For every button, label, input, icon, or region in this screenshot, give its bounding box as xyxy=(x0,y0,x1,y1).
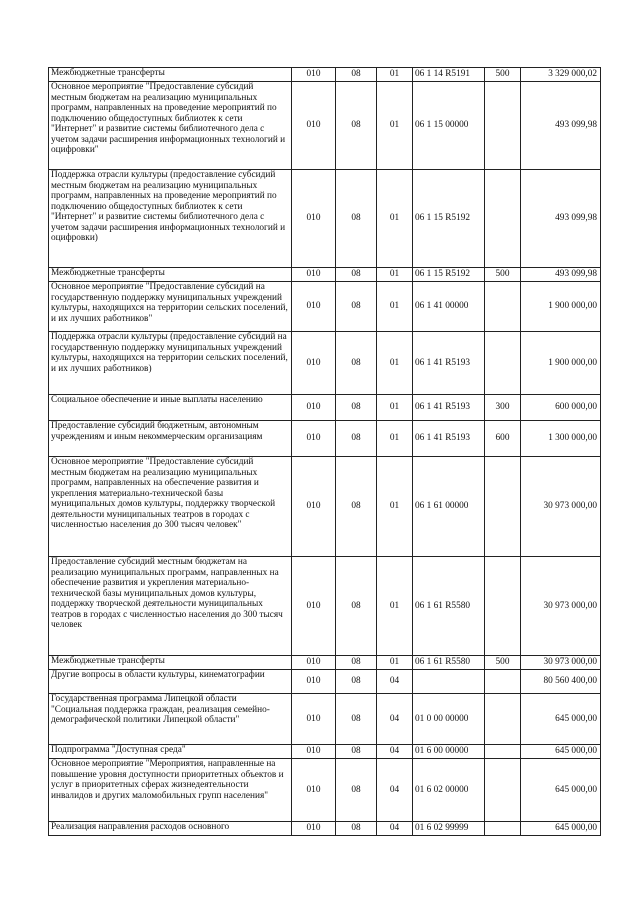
section-cell: 08 xyxy=(336,170,377,268)
ved-cell: 010 xyxy=(292,332,336,395)
ved-cell: 010 xyxy=(292,268,336,282)
amount-cell: 493 099,98 xyxy=(521,268,601,282)
target-article-cell: 06 1 41 00000 xyxy=(413,282,485,332)
budget-table xyxy=(48,67,601,836)
expense-type-cell xyxy=(485,82,521,170)
target-article-cell: 06 1 15 R5192 xyxy=(413,268,485,282)
row-name-cell: Социальное обеспечение и иные выплаты населению xyxy=(49,395,292,421)
subsection-cell: 04 xyxy=(377,822,413,836)
row-name-cell: Межбюджетные трансферты xyxy=(49,656,292,670)
budget-table-page xyxy=(48,67,600,836)
table-row xyxy=(49,82,601,170)
row-name-cell: Основное мероприятие "Предоставление субсидий местным бюджетам на реализацию муниципальных программ, направленных на обеспечение развития и укрепления материально-технической базы муниципальных домов культуры, поддержку творческой деятельности муниципальных театров в городах с численностью населения до 300 тысяч человек" xyxy=(49,457,292,557)
subsection-cell: 01 xyxy=(377,332,413,395)
row-name-cell: Межбюджетные трансферты xyxy=(49,268,292,282)
section-cell: 08 xyxy=(336,68,377,82)
table-row xyxy=(49,421,601,457)
amount-cell: 30 973 000,00 xyxy=(521,656,601,670)
row-name-cell: Основное мероприятие "Мероприятия, направленные на повышение уровня доступности приоритетных объектов и услуг в приоритетных сферах жизнедеятельности инвалидов и других маломобильных групп населения" xyxy=(49,759,292,822)
section-cell: 08 xyxy=(336,457,377,557)
subsection-cell: 01 xyxy=(377,268,413,282)
expense-type-cell xyxy=(485,332,521,395)
expense-type-cell xyxy=(485,557,521,656)
ved-cell: 010 xyxy=(292,457,336,557)
table-row xyxy=(49,745,601,759)
expense-type-cell: 500 xyxy=(485,656,521,670)
target-article-cell: 06 1 15 00000 xyxy=(413,82,485,170)
expense-type-cell xyxy=(485,457,521,557)
target-article-cell: 06 1 15 R5192 xyxy=(413,170,485,268)
expense-type-cell xyxy=(485,745,521,759)
row-name-cell: Основное мероприятие "Предоставление субсидий на государственную поддержку муниципальных учреждений культуры, находящихся на территории сельских поселений, и их лучших работников" xyxy=(49,282,292,332)
expense-type-cell xyxy=(485,694,521,745)
target-article-cell xyxy=(413,670,485,694)
amount-cell: 1 300 000,00 xyxy=(521,421,601,457)
expense-type-cell xyxy=(485,759,521,822)
ved-cell: 010 xyxy=(292,82,336,170)
ved-cell: 010 xyxy=(292,822,336,836)
row-name-cell: Межбюджетные трансферты xyxy=(49,68,292,82)
row-name-cell: Предоставление субсидий местным бюджетам на реализацию муниципальных программ, направленных на обеспечение развития и укрепления материально-технической базы муниципальных домов культуры, поддержку творческой деятельности муниципальных театров в городах с численностью населения до 300 тысяч человек xyxy=(49,557,292,656)
section-cell: 08 xyxy=(336,395,377,421)
ved-cell: 010 xyxy=(292,68,336,82)
expense-type-cell xyxy=(485,170,521,268)
target-article-cell: 01 0 00 00000 xyxy=(413,694,485,745)
row-name-cell: Другие вопросы в области культуры, кинематографии xyxy=(49,670,292,694)
section-cell: 08 xyxy=(336,268,377,282)
target-article-cell: 06 1 14 R5191 xyxy=(413,68,485,82)
subsection-cell: 04 xyxy=(377,670,413,694)
subsection-cell: 01 xyxy=(377,68,413,82)
amount-cell: 1 900 000,00 xyxy=(521,282,601,332)
target-article-cell: 01 6 00 00000 xyxy=(413,745,485,759)
target-article-cell: 06 1 61 R5580 xyxy=(413,656,485,670)
subsection-cell: 01 xyxy=(377,457,413,557)
subsection-cell: 04 xyxy=(377,694,413,745)
row-name-cell: Подпрограмма "Доступная среда" xyxy=(49,745,292,759)
section-cell: 08 xyxy=(336,822,377,836)
section-cell: 08 xyxy=(336,694,377,745)
subsection-cell: 01 xyxy=(377,82,413,170)
section-cell: 08 xyxy=(336,421,377,457)
amount-cell: 30 973 000,00 xyxy=(521,457,601,557)
table-row xyxy=(49,557,601,656)
table-row xyxy=(49,656,601,670)
table-row xyxy=(49,822,601,836)
ved-cell: 010 xyxy=(292,670,336,694)
section-cell: 08 xyxy=(336,759,377,822)
table-row xyxy=(49,694,601,745)
section-cell: 08 xyxy=(336,745,377,759)
target-article-cell: 06 1 61 00000 xyxy=(413,457,485,557)
amount-cell: 1 900 000,00 xyxy=(521,332,601,395)
amount-cell: 493 099,98 xyxy=(521,82,601,170)
amount-cell: 30 973 000,00 xyxy=(521,557,601,656)
target-article-cell: 06 1 61 R5580 xyxy=(413,557,485,656)
amount-cell: 645 000,00 xyxy=(521,759,601,822)
section-cell: 08 xyxy=(336,670,377,694)
ved-cell: 010 xyxy=(292,282,336,332)
section-cell: 08 xyxy=(336,332,377,395)
table-row xyxy=(49,759,601,822)
subsection-cell: 01 xyxy=(377,557,413,656)
expense-type-cell xyxy=(485,822,521,836)
ved-cell: 010 xyxy=(292,170,336,268)
table-row xyxy=(49,395,601,421)
expense-type-cell xyxy=(485,670,521,694)
subsection-cell: 01 xyxy=(377,170,413,268)
table-row xyxy=(49,332,601,395)
row-name-cell: Поддержка отрасли культуры (предоставление субсидий на государственную поддержку муниципальных учреждений культуры, находящихся на территории сельских поселений, и их лучших работников) xyxy=(49,332,292,395)
ved-cell: 010 xyxy=(292,421,336,457)
table-row xyxy=(49,457,601,557)
target-article-cell: 06 1 41 R5193 xyxy=(413,332,485,395)
subsection-cell: 01 xyxy=(377,421,413,457)
ved-cell: 010 xyxy=(292,759,336,822)
subsection-cell: 01 xyxy=(377,656,413,670)
table-body xyxy=(49,68,601,836)
row-name-cell: Основное мероприятие "Предоставление субсидий местным бюджетам на реализацию муниципальных программ, направленных на проведение мероприятий по подключению общедоступных библиотек к сети "Интернет" и развитие системы библиотечного дела с учетом задачи расширения информационных технологий и оцифровки" xyxy=(49,82,292,170)
expense-type-cell xyxy=(485,282,521,332)
row-name-cell: Предоставление субсидий бюджетным, автономным учреждениям и иным некоммерческим организациям xyxy=(49,421,292,457)
ved-cell: 010 xyxy=(292,557,336,656)
section-cell: 08 xyxy=(336,656,377,670)
table-row xyxy=(49,170,601,268)
ved-cell: 010 xyxy=(292,745,336,759)
row-name-cell: Поддержка отрасли культуры (предоставление субсидий местным бюджетам на реализацию муниципальных программ, направленных на проведение мероприятий по подключению общедоступных библиотек к сети "Интернет" и развитие системы библиотечного дела с учетом задачи расширения информационных технологий и оцифровки) xyxy=(49,170,292,268)
target-article-cell: 06 1 41 R5193 xyxy=(413,421,485,457)
subsection-cell: 01 xyxy=(377,395,413,421)
table-row xyxy=(49,68,601,82)
ved-cell: 010 xyxy=(292,656,336,670)
amount-cell: 80 560 400,00 xyxy=(521,670,601,694)
subsection-cell: 01 xyxy=(377,282,413,332)
expense-type-cell: 500 xyxy=(485,68,521,82)
subsection-cell: 04 xyxy=(377,759,413,822)
target-article-cell: 06 1 41 R5193 xyxy=(413,395,485,421)
amount-cell: 645 000,00 xyxy=(521,822,601,836)
section-cell: 08 xyxy=(336,282,377,332)
row-name-cell: Государственная программа Липецкой области "Социальная поддержка граждан, реализация семейно-демографической политики Липецкой области" xyxy=(49,694,292,745)
target-article-cell: 01 6 02 00000 xyxy=(413,759,485,822)
ved-cell: 010 xyxy=(292,395,336,421)
ved-cell: 010 xyxy=(292,694,336,745)
amount-cell: 493 099,98 xyxy=(521,170,601,268)
table-row xyxy=(49,670,601,694)
subsection-cell: 04 xyxy=(377,745,413,759)
section-cell: 08 xyxy=(336,82,377,170)
row-name-cell: Реализация направления расходов основного xyxy=(49,822,292,836)
expense-type-cell: 500 xyxy=(485,268,521,282)
expense-type-cell: 600 xyxy=(485,421,521,457)
amount-cell: 645 000,00 xyxy=(521,694,601,745)
amount-cell: 3 329 000,02 xyxy=(521,68,601,82)
target-article-cell: 01 6 02 99999 xyxy=(413,822,485,836)
amount-cell: 645 000,00 xyxy=(521,745,601,759)
expense-type-cell: 300 xyxy=(485,395,521,421)
amount-cell: 600 000,00 xyxy=(521,395,601,421)
section-cell: 08 xyxy=(336,557,377,656)
table-row xyxy=(49,268,601,282)
table-row xyxy=(49,282,601,332)
